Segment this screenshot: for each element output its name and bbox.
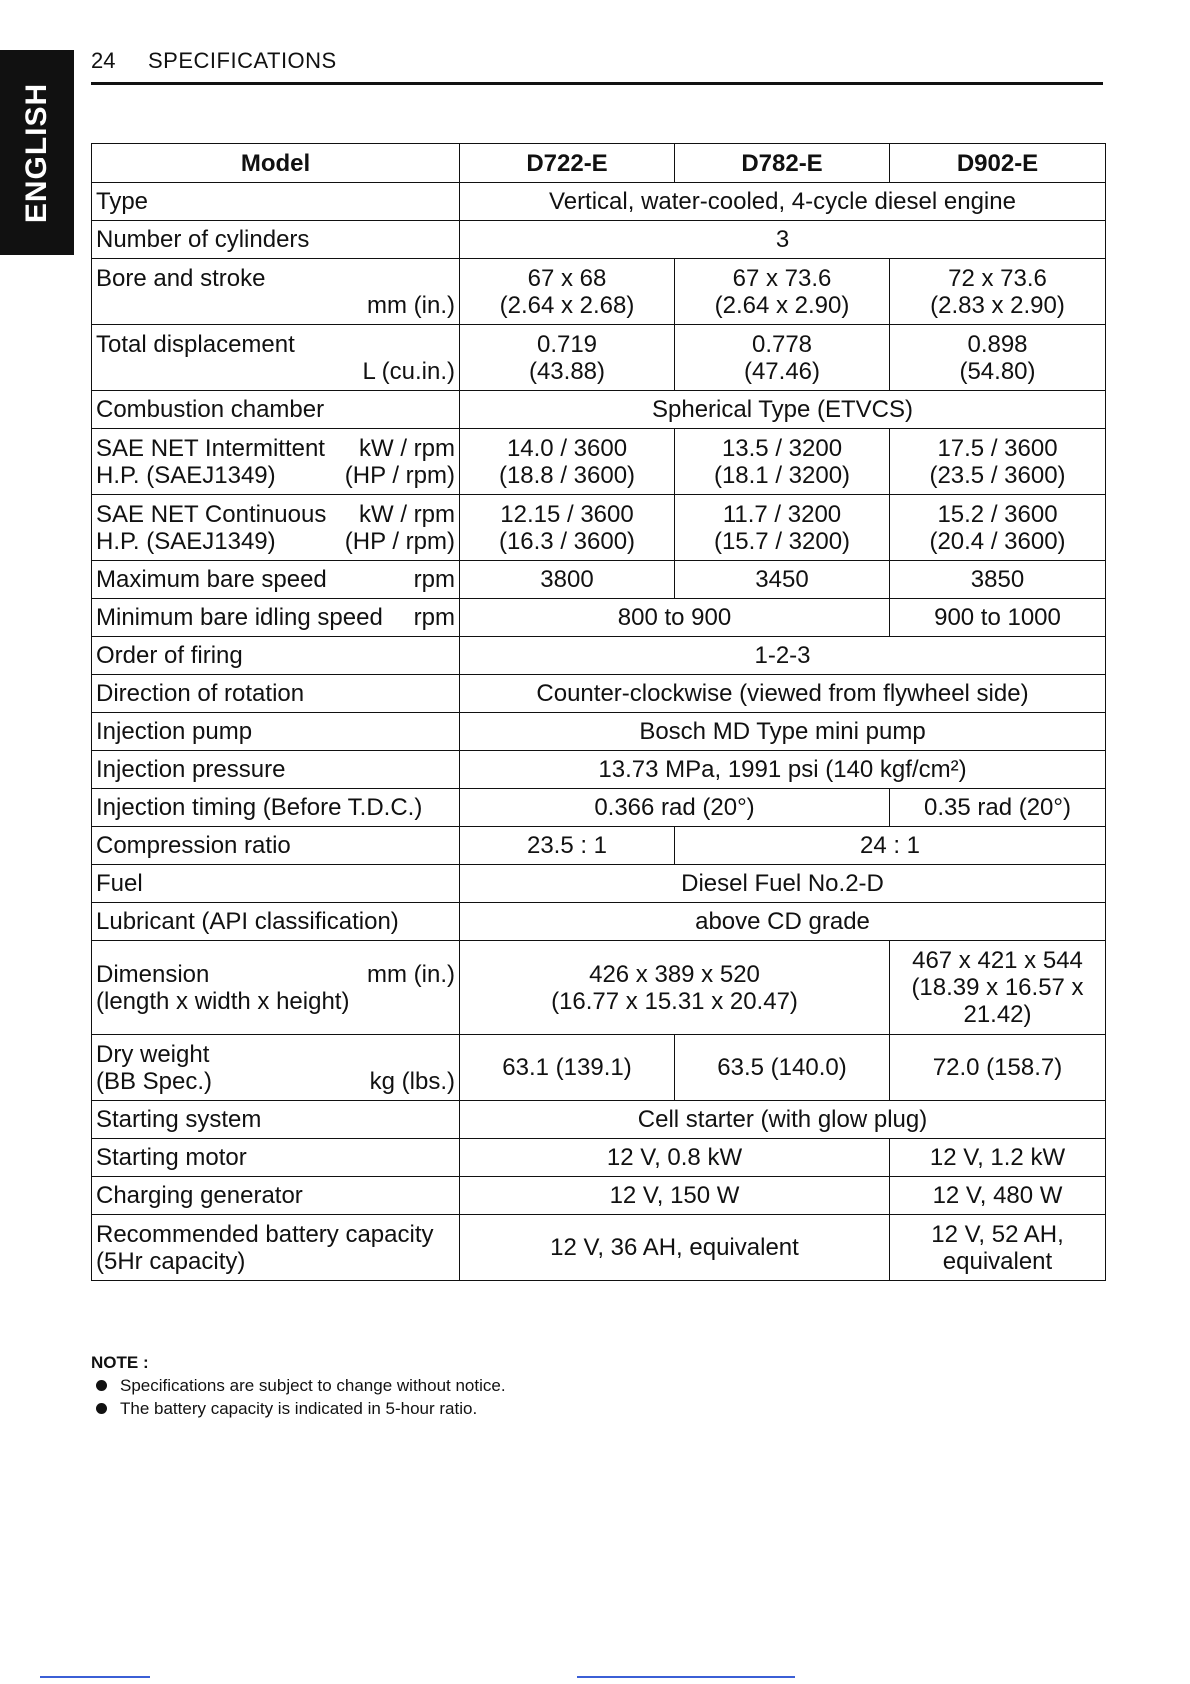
table-row <box>92 495 1106 561</box>
row-unit: (HP / rpm) <box>344 461 455 489</box>
cell-value <box>460 495 675 561</box>
value-line: 14.0 / 3600 <box>506 434 628 462</box>
label-line <box>96 435 455 462</box>
value-line: 0.719 <box>536 330 598 358</box>
note-item <box>91 1374 506 1397</box>
cell-value: 63.5 (140.0) <box>675 1035 890 1101</box>
cell-value: Cell starter (with glow plug) <box>460 1101 1106 1139</box>
value-line: 12 V, 52 AH, <box>931 1220 1064 1248</box>
table-row <box>92 713 1106 751</box>
note-section <box>91 1351 506 1420</box>
cell-value <box>460 941 890 1035</box>
table-row <box>92 1101 1106 1139</box>
value-line: (18.39 x 16.57 x <box>911 974 1084 1001</box>
section-title: SPECIFICATIONS <box>148 48 337 73</box>
cell-value: 900 to 1000 <box>890 599 1106 637</box>
value-line: (15.7 / 3200) <box>713 527 851 555</box>
row-unit: L (cu.in.) <box>362 357 455 385</box>
cell-value: 72.0 (158.7) <box>890 1035 1106 1101</box>
table-row <box>92 259 1106 325</box>
value-line: (2.64 x 2.68) <box>499 291 635 319</box>
page-header <box>91 46 1103 85</box>
table-row <box>92 561 1106 599</box>
cell-value: 0.366 rad (20°) <box>460 789 890 827</box>
table-row <box>92 391 1106 429</box>
cell-value <box>460 325 675 391</box>
value-line: 0.778 <box>751 330 813 358</box>
row-label: Lubricant (API classification) <box>92 903 460 941</box>
row-label-text: SAE NET Intermittent <box>96 434 325 462</box>
cell-value <box>890 325 1106 391</box>
row-label <box>92 1215 460 1281</box>
cell-value <box>890 941 1106 1035</box>
label-line <box>96 566 455 593</box>
label-line <box>96 528 455 555</box>
row-label <box>92 259 460 325</box>
cell-value <box>460 259 675 325</box>
note-title: NOTE : <box>91 1353 149 1372</box>
value-line: 467 x 421 x 544 <box>912 947 1083 974</box>
row-label-text: Dimension <box>96 960 210 988</box>
value-line: (18.8 / 3600) <box>498 461 636 489</box>
value-line: (18.1 / 3200) <box>713 461 851 489</box>
cell-value: 3450 <box>675 561 890 599</box>
row-label <box>92 1035 460 1101</box>
note-text: The battery capacity is indicated in 5-hour ratio. <box>120 1399 478 1418</box>
row-label: Starting system <box>92 1101 460 1139</box>
cell-value: above CD grade <box>460 903 1106 941</box>
table-row <box>92 827 1106 865</box>
header-d722e: D722-E <box>460 144 675 183</box>
row-label <box>92 429 460 495</box>
cell-value <box>460 429 675 495</box>
row-label: Fuel <box>92 865 460 903</box>
table-row <box>92 325 1106 391</box>
cell-value: Spherical Type (ETVCS) <box>460 391 1106 429</box>
value-line: (16.3 / 3600) <box>498 527 636 555</box>
value-line: (16.77 x 15.31 x 20.47) <box>551 987 798 1015</box>
row-label: Compression ratio <box>92 827 460 865</box>
cell-value: 1-2-3 <box>460 637 1106 675</box>
note-item <box>91 1397 506 1420</box>
row-label-text: (BB Spec.) <box>96 1067 213 1095</box>
value-line: equivalent <box>942 1247 1053 1275</box>
row-label: Type <box>92 183 460 221</box>
cell-value: Counter-clockwise (viewed from flywheel side) <box>460 675 1106 713</box>
cell-value: 12 V, 1.2 kW <box>890 1139 1106 1177</box>
cell-value <box>890 429 1106 495</box>
header-d902e: D902-E <box>890 144 1106 183</box>
cell-value: 3 <box>460 221 1106 259</box>
table-row <box>92 1177 1106 1215</box>
table-row <box>92 637 1106 675</box>
row-label-text: SAE NET Continuous <box>96 500 327 528</box>
row-label: Injection pump <box>92 713 460 751</box>
value-line: (20.4 / 3600) <box>929 527 1066 555</box>
label-line <box>96 961 455 988</box>
row-label: Starting motor <box>92 1139 460 1177</box>
footer-link-line <box>40 1676 150 1678</box>
row-label <box>92 325 460 391</box>
label-line <box>96 604 455 631</box>
row-label-text: Bore and stroke <box>96 264 266 292</box>
value-line: (2.83 x 2.90) <box>930 291 1065 319</box>
value-line: (2.64 x 2.90) <box>714 291 850 319</box>
table-row <box>92 865 1106 903</box>
row-unit: kW / rpm <box>359 434 455 462</box>
value-line: 67 x 68 <box>527 264 607 292</box>
value-line: (54.80) <box>959 357 1036 385</box>
table-row <box>92 183 1106 221</box>
table-row <box>92 221 1106 259</box>
cell-value: Vertical, water-cooled, 4-cycle diesel engine <box>460 183 1106 221</box>
value-line: 15.2 / 3600 <box>937 500 1058 528</box>
table-row <box>92 903 1106 941</box>
table-row <box>92 675 1106 713</box>
row-label-text: (length x width x height) <box>96 987 350 1015</box>
row-label: Combustion chamber <box>92 391 460 429</box>
cell-value: 12 V, 0.8 kW <box>460 1139 890 1177</box>
row-label-text: (5Hr capacity) <box>96 1247 246 1275</box>
cell-value <box>675 325 890 391</box>
cell-value: 12 V, 150 W <box>460 1177 890 1215</box>
value-line: 21.42) <box>963 1001 1032 1028</box>
cell-value: Diesel Fuel No.2-D <box>460 865 1106 903</box>
cell-value: 12 V, 36 AH, equivalent <box>460 1215 890 1281</box>
row-unit: rpm <box>413 566 455 593</box>
cell-value: 0.35 rad (20°) <box>890 789 1106 827</box>
table-row <box>92 429 1106 495</box>
footer-link-line <box>577 1676 795 1678</box>
cell-value <box>675 495 890 561</box>
table-row <box>92 789 1106 827</box>
table-header-row <box>92 144 1106 183</box>
row-label: Charging generator <box>92 1177 460 1215</box>
note-text: Specifications are subject to change without notice. <box>120 1376 506 1395</box>
row-label: Injection timing (Before T.D.C.) <box>92 789 460 827</box>
table-row <box>92 1139 1106 1177</box>
row-label-text: H.P. (SAEJ1349) <box>96 461 276 489</box>
row-label: Direction of rotation <box>92 675 460 713</box>
row-unit: (HP / rpm) <box>344 527 455 555</box>
value-line: 12.15 / 3600 <box>500 500 634 528</box>
page-number: 24 <box>91 48 116 73</box>
value-line: (43.88) <box>528 357 606 385</box>
table-row <box>92 751 1106 789</box>
cell-value: 800 to 900 <box>460 599 890 637</box>
header-model: Model <box>92 144 460 183</box>
cell-value: 3800 <box>460 561 675 599</box>
label-line <box>96 462 455 489</box>
cell-value: 12 V, 480 W <box>890 1177 1106 1215</box>
row-unit: kg (lbs.) <box>369 1067 455 1095</box>
row-label: Order of firing <box>92 637 460 675</box>
value-line: 17.5 / 3600 <box>937 434 1058 462</box>
value-line: 72 x 73.6 <box>948 264 1047 292</box>
language-tab <box>0 50 74 255</box>
row-label <box>92 495 460 561</box>
cell-value: 3850 <box>890 561 1106 599</box>
value-line: (23.5 / 3600) <box>929 461 1066 489</box>
cell-value <box>675 259 890 325</box>
header-d782e: D782-E <box>675 144 890 183</box>
value-line: 67 x 73.6 <box>732 264 832 292</box>
row-label: Injection pressure <box>92 751 460 789</box>
table-row <box>92 1035 1106 1101</box>
row-label <box>92 599 460 637</box>
cell-value: Bosch MD Type mini pump <box>460 713 1106 751</box>
cell-value <box>675 429 890 495</box>
value-line: 426 x 389 x 520 <box>589 960 760 988</box>
table-row <box>92 599 1106 637</box>
bullet-icon <box>96 1403 107 1414</box>
label-line <box>96 1068 455 1095</box>
row-unit: rpm <box>413 604 455 631</box>
value-line: 11.7 / 3200 <box>722 500 842 528</box>
language-tab-label: ENGLISH <box>20 82 54 223</box>
row-label <box>92 941 460 1035</box>
cell-value <box>890 495 1106 561</box>
row-label-text: Dry weight <box>96 1040 210 1068</box>
cell-value <box>890 1215 1106 1281</box>
row-unit: kW / rpm <box>359 500 455 528</box>
row-label-text: H.P. (SAEJ1349) <box>96 527 276 555</box>
row-label-text: Recommended battery capacity <box>96 1220 434 1248</box>
value-line: 0.898 <box>967 330 1028 358</box>
row-label-text: Total displacement <box>96 330 295 358</box>
cell-value <box>890 259 1106 325</box>
cell-value: 23.5 : 1 <box>460 827 675 865</box>
value-line: (47.46) <box>743 357 821 385</box>
cell-value: 13.73 MPa, 1991 psi (140 kgf/cm²) <box>460 751 1106 789</box>
row-label: Number of cylinders <box>92 221 460 259</box>
cell-value: 63.1 (139.1) <box>460 1035 675 1101</box>
table-row <box>92 1215 1106 1281</box>
row-label-text: Maximum bare speed <box>96 566 327 593</box>
label-line <box>96 501 455 528</box>
row-label <box>92 561 460 599</box>
row-unit: mm (in.) <box>367 960 455 988</box>
table-row <box>92 941 1106 1035</box>
row-label-text: Minimum bare idling speed <box>96 604 383 631</box>
cell-value: 24 : 1 <box>675 827 1106 865</box>
bullet-icon <box>96 1380 107 1391</box>
value-line: 13.5 / 3200 <box>721 434 843 462</box>
row-unit: mm (in.) <box>367 291 455 319</box>
specifications-table <box>91 143 1106 1281</box>
